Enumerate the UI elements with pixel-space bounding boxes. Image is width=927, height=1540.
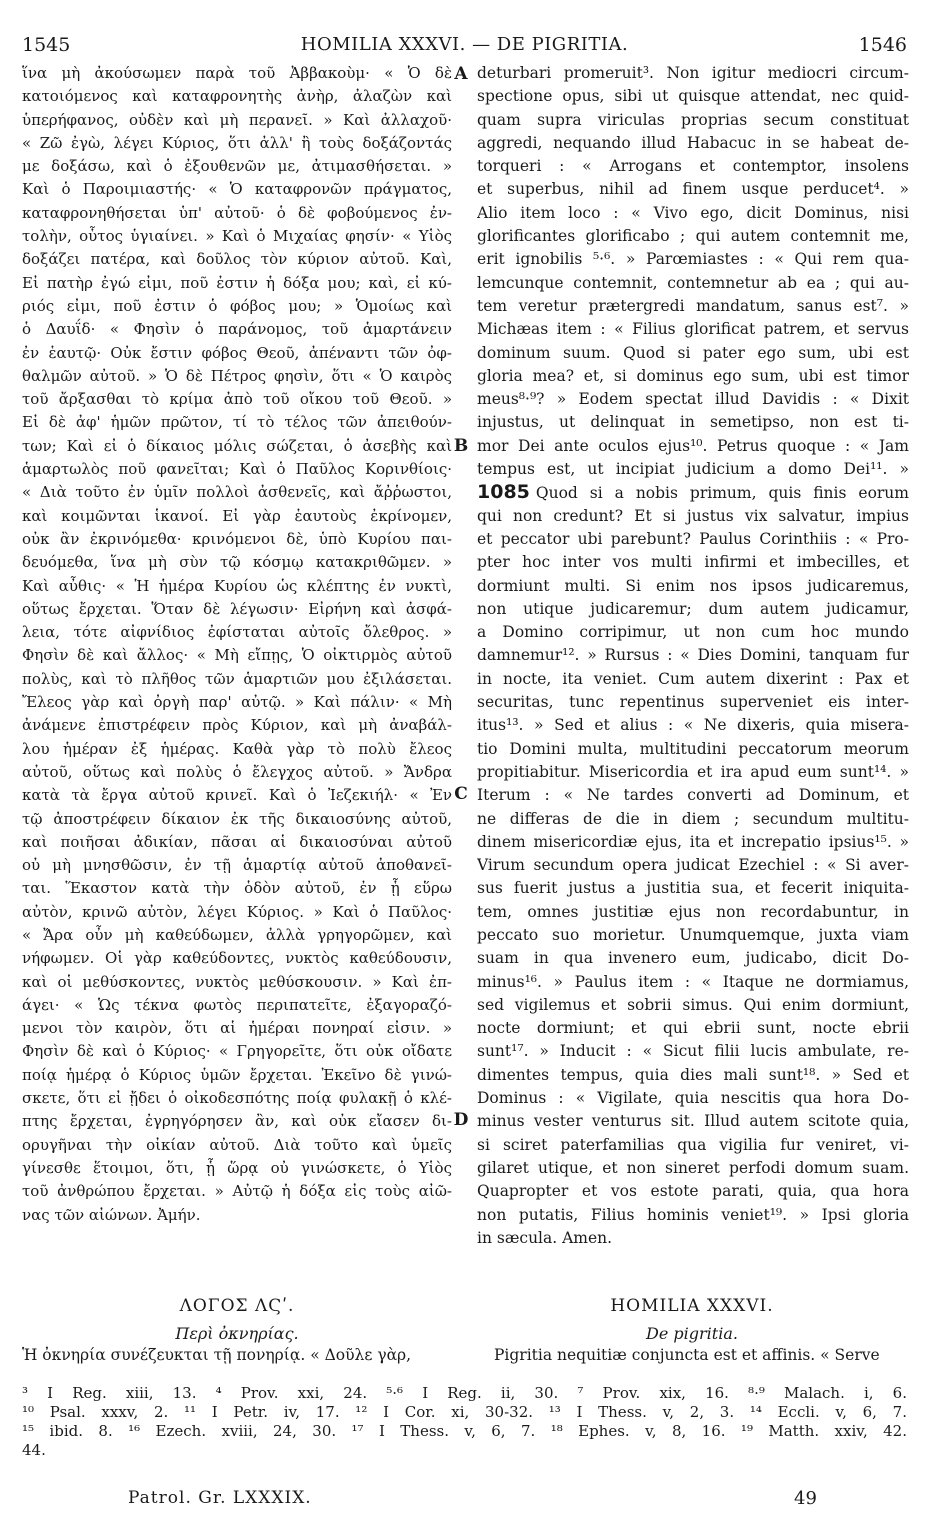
section-marker-c: C bbox=[454, 784, 468, 804]
latin-text-line: non putatis, Filius hominis veniet¹⁹. » Ipsi gloria bbox=[477, 1205, 909, 1224]
greek-column bbox=[22, 62, 452, 1227]
greek-text-line: άγει· « Ὡς τέκνα φωτὸς περιπατεῖτε, ἐξαγοραζό- bbox=[22, 995, 452, 1014]
latin-text-line: a Domino corripimur, ut non cum hoc mundo bbox=[477, 623, 909, 642]
latin-text-line: injustus, ut delinquat in semetipso, non est ti- bbox=[477, 413, 909, 432]
footnote-line: ¹⁰ Psal. xxxv, 2. ¹¹ I Petr. iv, 17. ¹² I Cor. xi, 30-32. ¹³ I Thess. v, 2, 3. ¹⁴ Eccli. v, 6, 7. bbox=[22, 1403, 907, 1421]
latin-text-line: mor Dei ante oculos ejus¹⁰. Petrus quoque : « Jam bbox=[477, 436, 909, 455]
greek-text-line: ἁμαρτωλὸς ποῦ φανεῖται; Καὶ ὁ Παῦλος Κορινθίοις· bbox=[22, 460, 452, 479]
greek-text-line: λεια, τότε αἰφνίδιος ἐφίσταται αὐτοῖς ὄλεθρος. » bbox=[22, 623, 452, 642]
footer-signature: 49 bbox=[794, 1488, 817, 1509]
latin-text-line: minus vester venturus sit. Illud autem scitote quia, bbox=[477, 1112, 909, 1131]
section-marker-d: D bbox=[453, 1110, 469, 1130]
latin-text-line: propitiabitur. Misericordia et ira apud eum sunt¹⁴. » bbox=[477, 762, 909, 781]
latin-text-line: dormiunt multi. Si enim nos ipsos judicaremus, bbox=[477, 576, 909, 595]
latin-text-line: Michæas item : « Filius glorificat patrem, et servus bbox=[477, 320, 909, 339]
greek-text-line: ποίᾳ ἡμέρᾳ ὁ Κύριος ὑμῶν ἔρχεται. Ἐκεῖνο δὲ γινώ- bbox=[22, 1065, 452, 1084]
latin-homily-title: HOMILIA XXXVI. bbox=[610, 1296, 774, 1316]
latin-text-line: glorificantes glorificabo ; qui autem contemnit me, bbox=[477, 227, 909, 246]
latin-text-line: lemcunque contemnit, contemnetur ab ea ; qui au- bbox=[477, 273, 909, 292]
greek-text-line: νήφωμεν. Οἱ γὰρ καθεύδοντες, νυκτὸς καθεύδουσιν, bbox=[22, 949, 452, 968]
latin-text-line: gloria mea? et, si dominus ego sum, ubi est timor bbox=[477, 366, 909, 385]
latin-text-line: minus¹⁶. » Paulus item : « Itaque ne dormiamus, bbox=[477, 972, 909, 991]
greek-text-line: δοξάζει πατέρα, καὶ δοῦλος τὸν κύριον αὐτοῦ. Καὶ, bbox=[22, 250, 452, 269]
greek-text-line: δευόμεθα, ἵνα μὴ σὺν τῷ κόσμῳ κατακριθῶμεν. » bbox=[22, 553, 452, 572]
latin-text-line: ne differas de die in diem ; secundum multitu- bbox=[477, 809, 909, 828]
greek-text-line: ὑπερήφανος, οὐδὲν καὶ μὴ περανεῖ. » Καὶ ἀλλαχοῦ· bbox=[22, 110, 452, 129]
latin-text-line: nocte dormiunt; et qui ebrii sunt, nocte ebrii bbox=[477, 1019, 909, 1038]
latin-text-line: peccato suo morietur. Unumquemque, juxta viam bbox=[477, 925, 909, 944]
latin-text-line: gilaret utique, et non sineret perfodi domum suam. bbox=[477, 1158, 909, 1177]
section-marker-a: A bbox=[454, 64, 468, 84]
greek-text-line: οὐκ ἂν ἐκρινόμεθα· κρινόμενοι δὲ, ὑπὸ Κυρίου παι- bbox=[22, 529, 452, 548]
latin-text-line: Virum secundum opera judicat Ezechiel : « Si aver- bbox=[477, 856, 909, 875]
greek-text-line: τολὴν, οὗτος ὑγιαίνει. » Καὶ ὁ Μιχαίας φησίν· « Υἱὸς bbox=[22, 227, 452, 246]
footnote-line: ¹⁵ ibid. 8. ¹⁶ Ezech. xviii, 24, 30. ¹⁷ I Thess. v, 6, 7. ¹⁸ Ephes. v, 8, 16. ¹⁹ Matth. xxiv, 42. bbox=[22, 1422, 907, 1440]
greek-text-line: οὐ μὴ μνησθῶσιν, ἐν τῇ ἁμαρτίᾳ αὐτοῦ ἀποθανεῖ- bbox=[22, 856, 452, 875]
running-title: HOMILIA XXXVI. — DE PIGRITIA. bbox=[300, 34, 629, 55]
page-number-left: 1545 bbox=[22, 34, 71, 56]
greek-text-line: μενοι τὸν καιρὸν, ὅτι αἱ ἡμέραι πονηραί εἰσιν. » bbox=[22, 1019, 452, 1038]
latin-text-line: tem, omnes justitiæ ejus non recordabuntur, in bbox=[477, 902, 909, 921]
latin-text-line: qui non credunt? Et si justus vix salvatur, impius bbox=[477, 506, 909, 525]
greek-text-line: Ἔλεος γὰρ καὶ ὀργὴ παρ' αὐτῷ. » Καὶ πάλιν· « Μὴ bbox=[22, 693, 452, 712]
latin-text-line: sed vigilemus et sobrii simus. Qui enim dormiunt, bbox=[477, 995, 909, 1014]
latin-text-line: pter hoc inter vos multi infirmi et imbecilles, et bbox=[477, 553, 909, 572]
footnote-line: 44. bbox=[22, 1441, 46, 1459]
greek-text-line: ριός εἰμι, ποῦ ἐστιν ὁ φόβος μου; » Ὁμοίως καὶ bbox=[22, 296, 452, 315]
greek-text-line: θαλμῶν αὐτοῦ. » Ὁ δὲ Πέτρος φησὶν, ὅτι « Ὁ καιρὸς bbox=[22, 366, 452, 385]
latin-text-line: dinem misericordiæ ejus, ita et increpatio ipsius¹⁵. » bbox=[477, 832, 909, 851]
latin-text-line: dimentes tempus, quia dies mali sunt¹⁸. » Sed et bbox=[477, 1065, 909, 1084]
greek-text-line: ορυγῆναι τὴν οἰκίαν αὐτοῦ. Διὰ τοῦτο καὶ ὑμεῖς bbox=[22, 1135, 452, 1154]
greek-text-line: Φησὶν δὲ καὶ ἄλλος· « Μὴ εἴπῃς, Ὁ οἰκτιρμὸς αὐτοῦ bbox=[22, 646, 452, 665]
latin-opening-line: Pigritia nequitiæ conjuncta est et affinis. « Serve bbox=[494, 1346, 880, 1364]
latin-text-line: dominum suum. Quod si pater ego sum, ubi est bbox=[477, 343, 909, 362]
greek-text-line: Καὶ ὁ Παροιμιαστής· « Ὁ καταφρονῶν πράγματος, bbox=[22, 180, 452, 199]
latin-text-line: Quapropter et vos estote parati, quia, qua hora bbox=[477, 1182, 909, 1201]
greek-text-line: πτης ἔρχεται, ἐγρηγόρησεν ἂν, καὶ οὐκ εἴασεν δι- bbox=[22, 1112, 452, 1131]
greek-text-line: οὕτως ἔρχεται. Ὅταν δὲ λέγωσιν· Εἰρήνη καὶ ἀσφά- bbox=[22, 599, 452, 618]
greek-text-line: καὶ ποιῆσαι ἀδικίαν, πᾶσαι αἱ δικαιοσύναι αὐτοῦ bbox=[22, 832, 452, 851]
latin-text-line: tem veretur prætergredi mandatum, sanus est⁷. » bbox=[477, 296, 909, 315]
latin-text-line: damnemur¹². » Rursus : « Dies Domini, tanquam fur bbox=[477, 646, 909, 665]
latin-text-line: Alio item loco : « Vivo ego, dicit Dominus, nisi bbox=[477, 203, 909, 222]
latin-text-line: et peccator ubi parebunt? Paulus Corinthiis : « Pro- bbox=[477, 529, 909, 548]
latin-text-line: spectione opus, sibi ut quisque attendat, nec quid- bbox=[477, 87, 909, 106]
greek-text-line: καὶ κοιμῶνται ἱκανοί. Εἰ γὰρ ἑαυτοὺς ἐκρίνομεν, bbox=[22, 506, 452, 525]
greek-text-line: με δοξάσω, καὶ ὁ ἐξουθενῶν με, ἀτιμασθήσεται. » bbox=[22, 157, 452, 176]
latin-text-line: et superbus, nihil ad finem usque perducet⁴. » bbox=[477, 180, 909, 199]
latin-text-line: tio Domini multa, multitudini peccatorum meorum bbox=[477, 739, 909, 758]
greek-text-line: « Ἄρα οὖν μὴ καθεύδωμεν, ἀλλὰ γρηγορῶμεν, καὶ bbox=[22, 925, 452, 944]
running-head bbox=[22, 34, 907, 58]
latin-text-fragment: Quod si a nobis primum, quis finis eorum bbox=[535, 484, 909, 503]
latin-text-line: non utique judicaremur; dum autem judicamur, bbox=[477, 599, 909, 618]
footnotes bbox=[22, 1384, 907, 1460]
greek-text-line: Εἰ πατὴρ ἐγώ εἰμι, ποῦ ἐστιν ἡ δόξα μου; καὶ, εἰ κύ- bbox=[22, 273, 452, 292]
greek-text-line: « Διὰ τοῦτο ἐν ὑμῖν πολλοὶ ἀσθενεῖς, καὶ ἄῤῥωστοι, bbox=[22, 483, 452, 502]
greek-text-line: κατὰ τὰ ἔργα αὐτοῦ κρινεῖ. Καὶ ὁ Ἰεζεκιήλ· « Ἐν bbox=[22, 786, 452, 805]
greek-text-line: τοῦ ἀνθρώπου ἔρχεται. » Αὐτῷ ἡ δόξα εἰς τοὺς αἰῶ- bbox=[22, 1182, 452, 1201]
greek-text-line: κατοιόμενος καὶ καταφρονητὴς ἀνὴρ, ἀλαζὼν καὶ bbox=[22, 87, 452, 106]
latin-text-line: Iterum : « Ne tardes converti ad Dominum, et bbox=[477, 786, 909, 805]
greek-text-line: αὐτὸν, κρινῶ αὐτὸν, λέγει Κύριος. » Καὶ ὁ Παῦλος· bbox=[22, 902, 452, 921]
latin-text-line: deturbari promeruit³. Non igitur mediocri circum- bbox=[477, 64, 909, 82]
greek-opening-line: Ἡ ὀκνηρία συνέζευκται τῇ πονηρίᾳ. « Δοῦλε γὰρ, bbox=[22, 1346, 412, 1364]
greek-text-line: Εἰ δὲ ἀφ' ἡμῶν πρῶτον, τί τὸ τέλος τῶν ἀπειθούν- bbox=[22, 413, 452, 432]
latin-text-line: itus¹³. » Sed et alius : « Ne dixeris, quia misera- bbox=[477, 716, 909, 735]
latin-text-line: aggredi, nequando illud Habacuc in se habeat de- bbox=[477, 133, 909, 152]
greek-text-line: αὐτοῦ, οὕτως καὶ πολὺς ὁ ἔλεγχος αὐτοῦ. » Ἄνδρα bbox=[22, 762, 452, 781]
greek-homily-title: ΛΟΓΟΣ ΛϚʹ. bbox=[179, 1296, 295, 1316]
latin-text-line: sunt¹⁷. » Inducit : « Sicut filii lucis ambulate, re- bbox=[477, 1042, 909, 1061]
greek-text-line: ται. Ἕκαστον κατὰ τὴν ὁδὸν αὐτοῦ, ἐν ᾗ εὕρω bbox=[22, 879, 452, 898]
greek-text-line: νας τῶν αἰώνων. Ἀμήν. bbox=[22, 1205, 201, 1224]
latin-column bbox=[477, 62, 909, 1250]
latin-text-line: in sæcula. Amen. bbox=[477, 1228, 613, 1247]
greek-text-line: λου ἡμέραν ἐξ ἡμέρας. Καθὰ γὰρ τὸ πολὺ ἔλεος bbox=[22, 739, 452, 758]
greek-text-line: τῷ ἀποστρέφειν δίκαιον ἐκ τῆς δικαιοσύνης αὐτοῦ, bbox=[22, 809, 452, 828]
greek-text-line: τοῦ ἄρξασθαι τὸ κρίμα ἀπὸ τοῦ οἴκου τοῦ Θεοῦ. » bbox=[22, 390, 452, 409]
greek-text-line: πολὺς, καὶ τὸ πλῆθος τῶν ἁμαρτιῶν μου ἐξιλάσεται. bbox=[22, 669, 452, 688]
greek-text-line: γίνεσθε ἕτοιμοι, ὅτι, ᾗ ὥρᾳ οὐ γινώσκετε, ὁ Υἱὸς bbox=[22, 1158, 452, 1177]
latin-text-line: Dominus : « Vigilate, quia nescitis qua hora Do- bbox=[477, 1089, 909, 1108]
footer-series: Patrol. Gr. LXXXIX. bbox=[128, 1488, 312, 1508]
latin-text-line: sus fuerit justus a justitia sua, et fecerit iniquita- bbox=[477, 879, 909, 898]
latin-text-line: erit ignobilis ⁵·⁶. » Parœmiastes : « Qui rem qua- bbox=[477, 250, 909, 269]
greek-text-line: ἀνάμενε ἐπιστρέφειν πρὸς Κύριον, καὶ μὴ ἀναβάλ- bbox=[22, 716, 452, 735]
latin-text-line: meus⁸·⁹? » Eodem spectat illud Davidis : « Dixit bbox=[477, 390, 909, 409]
latin-text-line: quam supra viriculas proprias secum constituat bbox=[477, 110, 909, 129]
latin-homily-subtitle: De pigritia. bbox=[646, 1324, 738, 1343]
greek-text-line: καταφρονηθήσεται ὑπ' αὐτοῦ· ὁ δὲ φοβούμενος ἐν- bbox=[22, 203, 452, 222]
greek-text-line: ὁ Δαυΐδ· « Φησὶν ὁ παράνομος, τοῦ ἁμαρτάνειν bbox=[22, 320, 452, 339]
latin-text-line: securitas, tunc repentinus superveniet eis inter- bbox=[477, 693, 909, 712]
latin-text-line: suam in qua invenero eum, judicabo, dicit Do- bbox=[477, 949, 909, 968]
greek-text-line: ἵνα μὴ ἀκούσωμεν παρὰ τοῦ Ἀββακοὺμ· « Ὁ δὲ bbox=[22, 64, 452, 82]
greek-text-line: σκετε, ὅτι εἰ ᾔδει ὁ οἰκοδεσπότης ποίᾳ φυλακῇ ὁ κλέ- bbox=[22, 1089, 452, 1108]
greek-text-line: ἐν ἑαυτῷ· Οὐκ ἔστιν φόβος Θεοῦ, ἀπέναντι τῶν ὀφ- bbox=[22, 343, 452, 362]
greek-homily-heading bbox=[22, 1296, 452, 1343]
column-number: 1085 bbox=[477, 481, 530, 504]
greek-text-line: Καὶ αὖθις· « Ἡ ἡμέρα Κυρίου ὡς κλέπτης ἐν νυκτὶ, bbox=[22, 576, 452, 595]
greek-text-line: των; Καὶ εἰ ὁ δίκαιος μόλις σώζεται, ὁ ἀσεβὴς καὶ bbox=[22, 436, 452, 455]
latin-text-line: si sciret paterfamilias qua vigilia fur veniret, vi- bbox=[477, 1135, 909, 1154]
page-number-right: 1546 bbox=[858, 34, 907, 56]
greek-text-line: καὶ οἱ μεθύσκοντες, νυκτὸς μεθύσκουσιν. » Καὶ ἐπ- bbox=[22, 972, 452, 991]
greek-text-line: « Ζῶ ἐγὼ, λέγει Κύριος, ὅτι ἀλλ' ἢ τοὺς δοξάζοντάς bbox=[22, 133, 452, 152]
greek-homily-subtitle: Περὶ ὀκνηρίας. bbox=[175, 1324, 299, 1343]
latin-text-line: torqueri : « Arrogans et contemptor, insolens bbox=[477, 157, 909, 176]
latin-text-line: in nocte, ita veniet. Cum autem dixerint : Pax et bbox=[477, 669, 909, 688]
greek-text-line: Φησὶν δὲ καὶ ὁ Κύριος· « Γρηγορεῖτε, ὅτι οὐκ οἴδατε bbox=[22, 1042, 452, 1061]
latin-text-line: tempus est, ut incipiat judicium a domo Dei¹¹. » bbox=[477, 460, 909, 479]
page-footer bbox=[22, 1488, 907, 1512]
latin-text-line bbox=[477, 481, 909, 504]
section-marker-b: B bbox=[453, 436, 469, 456]
latin-homily-heading bbox=[477, 1296, 907, 1343]
footnote-line: ³ I Reg. xiii, 13. ⁴ Prov. xxi, 24. ⁵·⁶ I Reg. ii, 30. ⁷ Prov. xix, 16. ⁸·⁹ Malach. i, 6. bbox=[22, 1384, 907, 1402]
